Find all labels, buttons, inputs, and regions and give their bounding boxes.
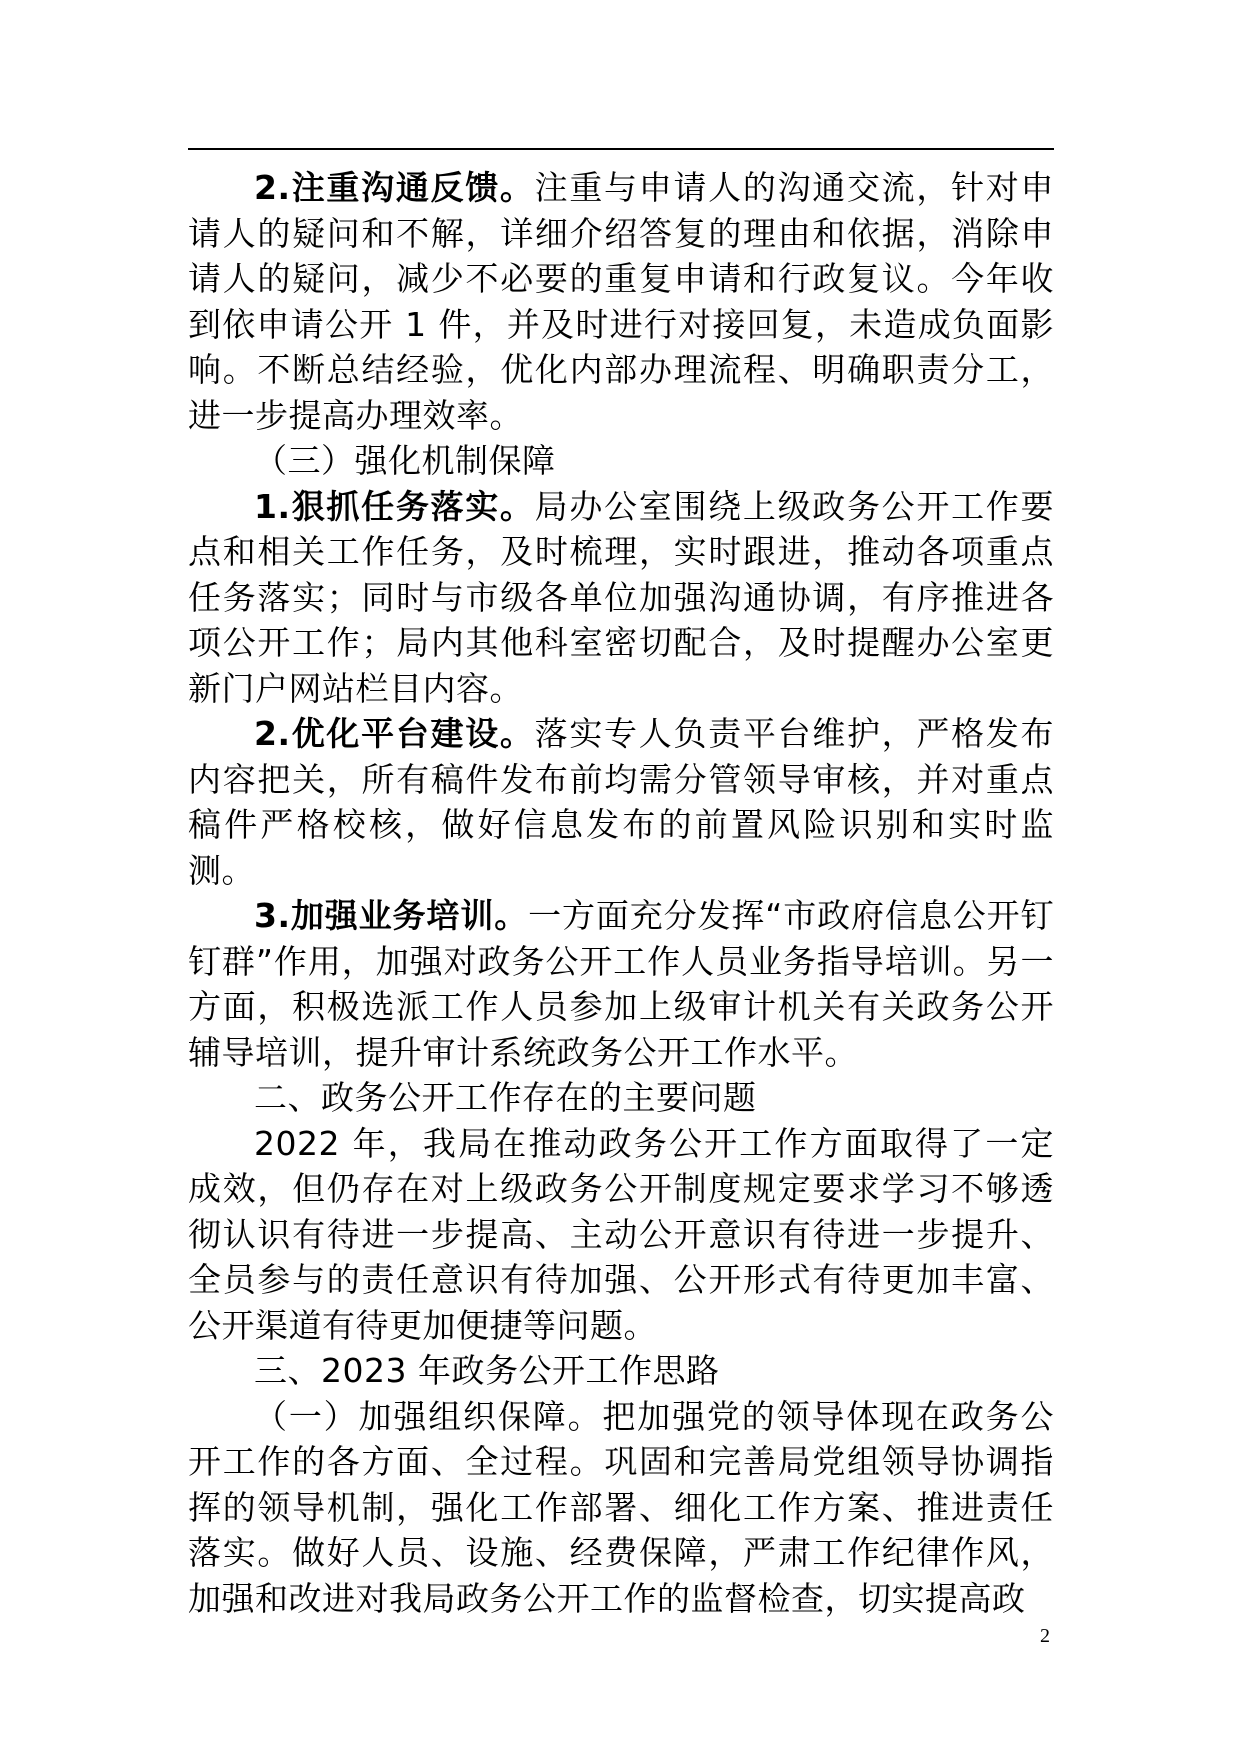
paragraph-lead: 1.狠抓任务落实。	[254, 486, 535, 526]
paragraph-platform-building	[188, 711, 1054, 893]
paragraph-organization-guarantee: （一）加强组织保障。把加强党的领导体现在政务公开工作的各方面、全过程。巩固和完善局党组领导协调指挥的领导机制，强化工作部署、细化工作方案、推进责任落实。做好人员、设施、经费保障，严肃工作纪律作风，加强和改进对我局政务公开工作的监督检查，切实提高政	[188, 1396, 1054, 1618]
paragraph-text: 一方面充分发挥“市政府信息公开钉钉群”作用，加强对政务公开工作人员业务指导培训。另一方面，积极选派工作人员参加上级审计机关有关政务公开辅导培训，提升审计系统政务公开工作水平。	[188, 896, 1054, 1072]
paragraph-main-problems: 2022 年，我局在推动政务公开工作方面取得了一定成效，但仍存在对上级政务公开制度规定要求学习不够透彻认识有待进一步提高、主动公开意识有待进一步提升、全员参与的责任意识有待加强、公开形式有待更加丰富、公开渠道有待更加便捷等问题。	[188, 1123, 1054, 1345]
page-number: 2	[1040, 1625, 1050, 1647]
header-rule	[188, 148, 1054, 150]
paragraph-communication-feedback	[188, 165, 1054, 438]
paragraph-lead: 2.优化平台建设。	[254, 714, 535, 753]
document-body	[188, 165, 1054, 1621]
paragraph-task-implementation	[188, 484, 1054, 712]
section-heading: 三、2023 年政务公开工作思路	[254, 1351, 720, 1390]
paragraph-lead: 2.注重沟通反馈。	[254, 168, 535, 207]
paragraph-text: 局办公室围绕上级政务公开工作要点和相关工作任务，及时梳理，实时跟进，推动各项重点任务落实；同时与市级各单位加强沟通协调，有序推进各项公开工作；局内其他科室密切配合，及时提醒办公室更新门户网站栏目内容。	[188, 486, 1055, 708]
section-heading: 二、政务公开工作存在的主要问题	[254, 1078, 757, 1117]
paragraph-text: 注重与申请人的沟通交流，针对申请人的疑问和不解，详细介绍答复的理由和依据，消除申请人的疑问，减少不必要的重复申请和行政复议。今年收到依申请公开 1 件，并及时进行对接回复，未造成负面影响。不断总结经验，优化内部办理流程、明确职责分工，进一步提高办理效率。	[188, 168, 1055, 435]
paragraph-text: 落实专人负责平台维护，严格发布内容把关，所有稿件发布前均需分管领导审核，并对重点稿件严格校核，做好信息发布的前置风险识别和实时监测。	[188, 714, 1055, 890]
paragraph-lead: 3.加强业务培训。	[254, 896, 529, 935]
paragraph-business-training	[188, 893, 1054, 1075]
section-heading: （三）强化机制保障	[254, 441, 556, 480]
